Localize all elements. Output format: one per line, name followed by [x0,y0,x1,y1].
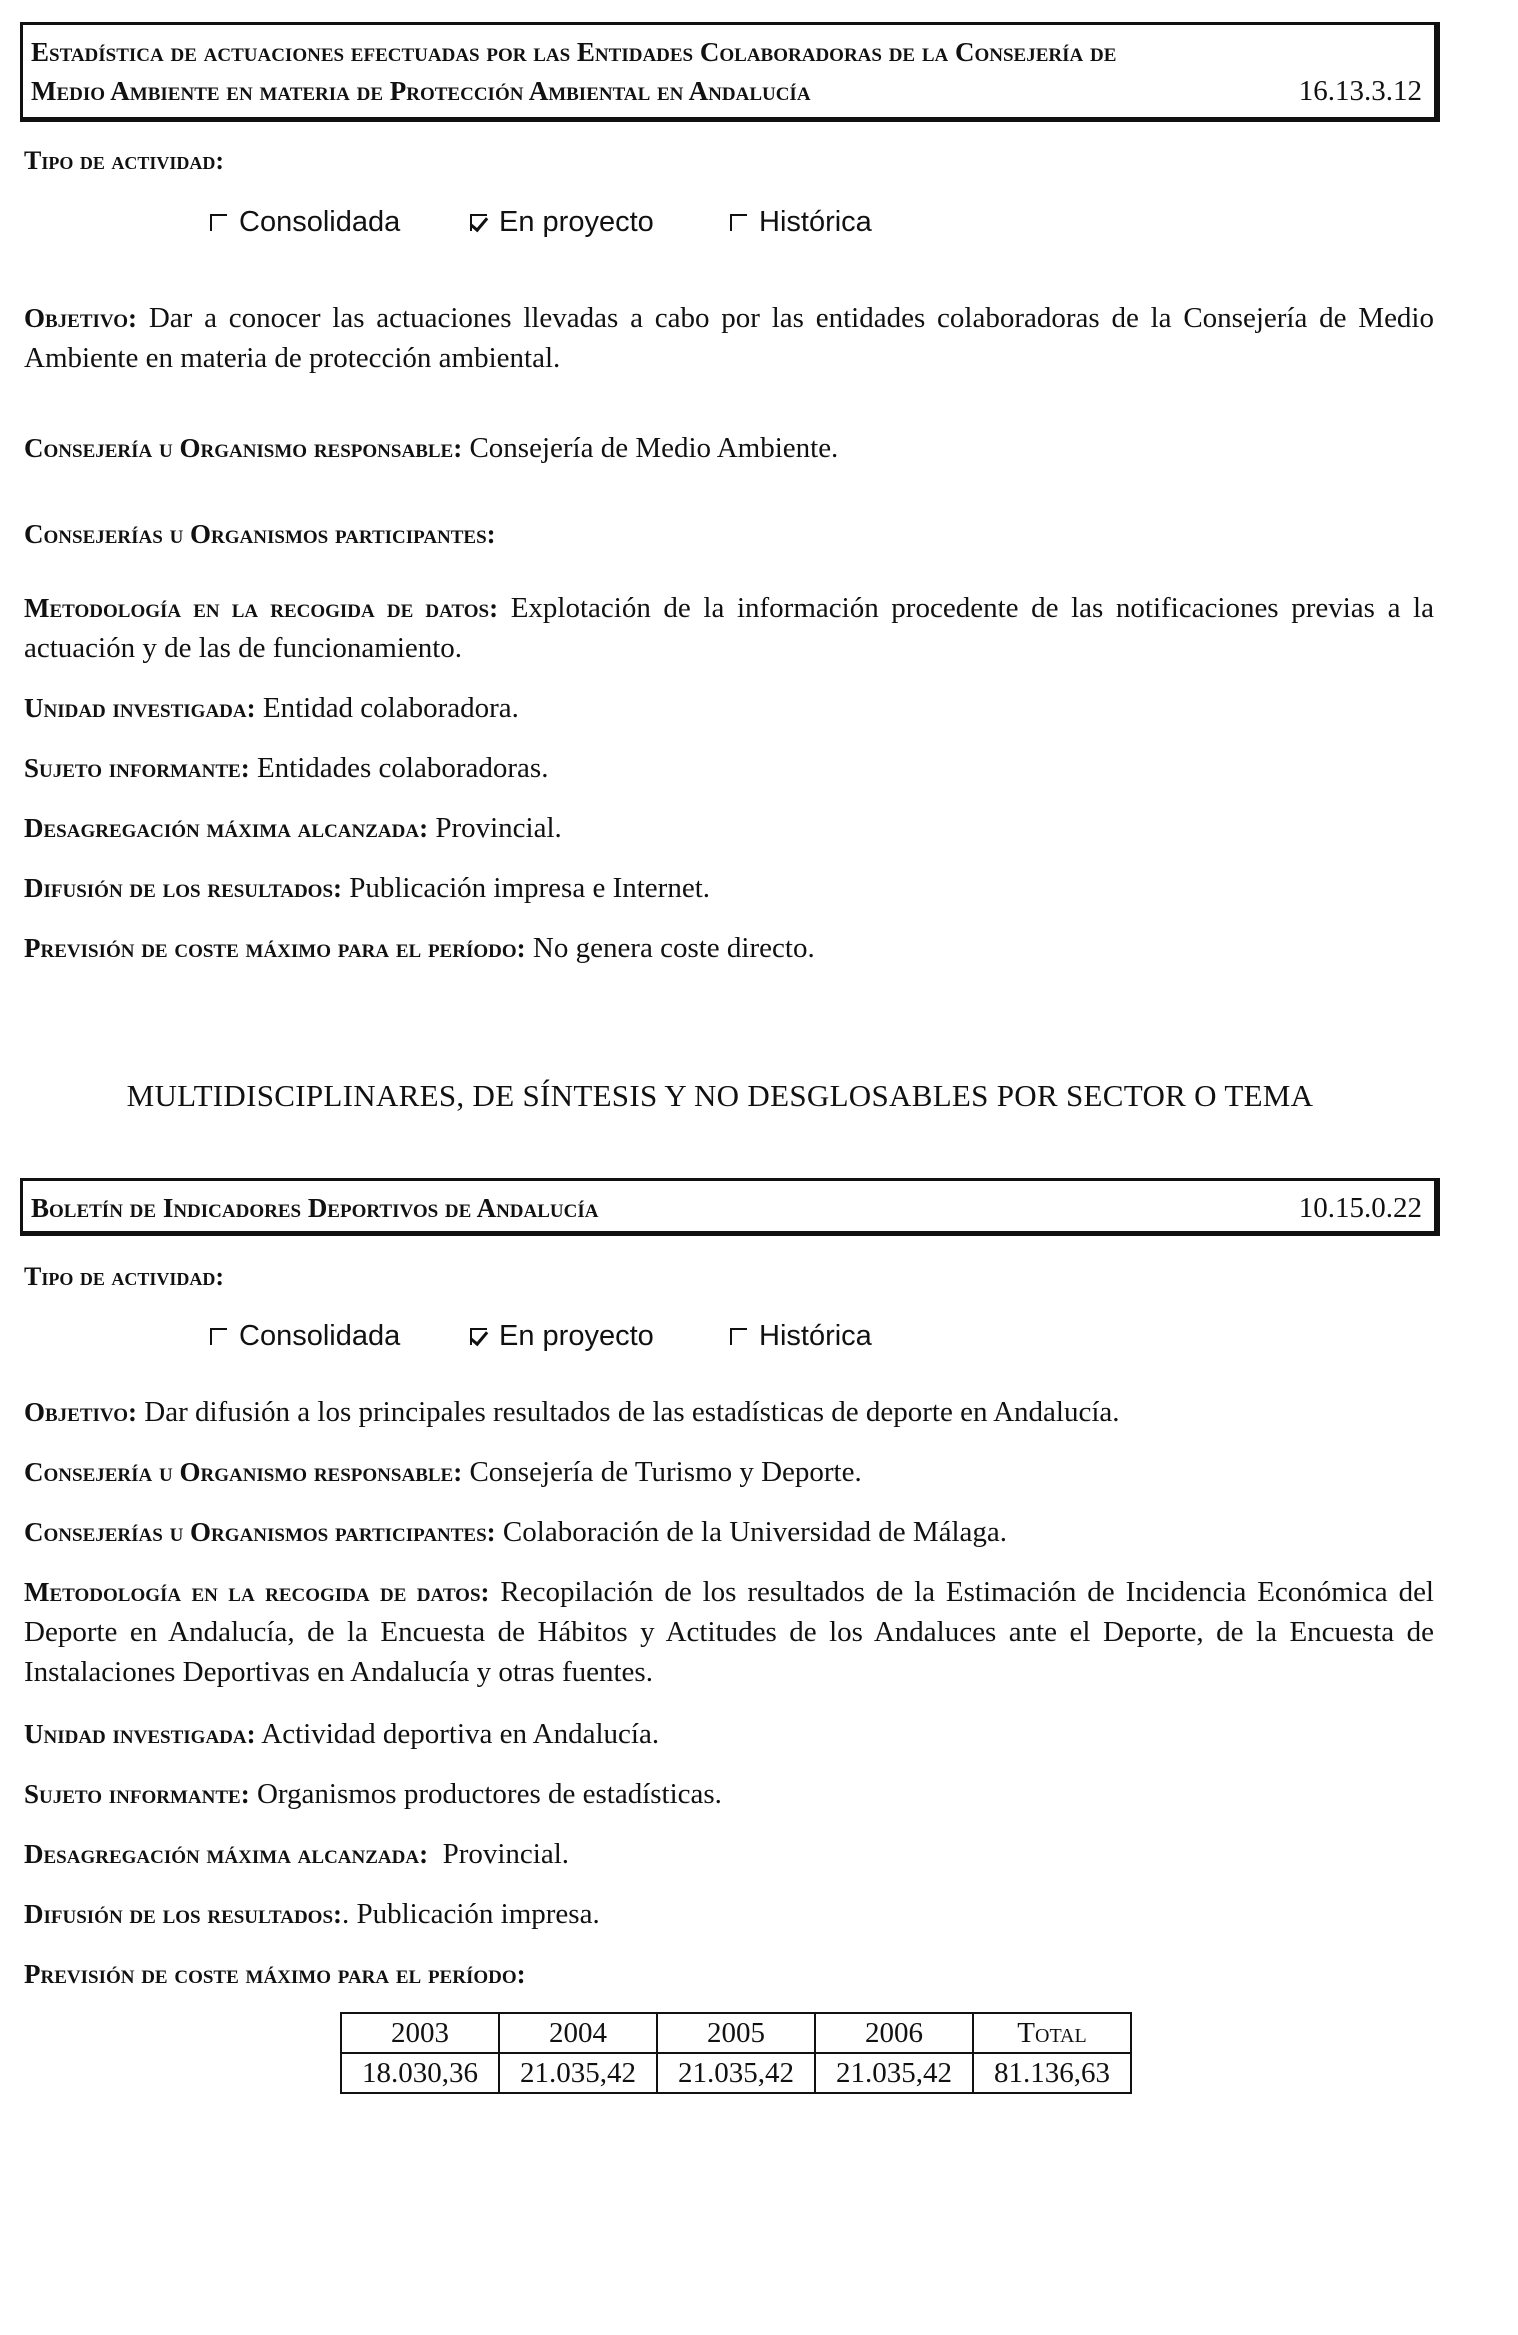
card1-objetivo: Objetivo: Dar a conocer las actuaciones llevadas a cabo por las entidades colaboradoras de la Consejería de Medio Ambiente en materia de protección ambiental. [24,302,1434,374]
card2-option-historica[interactable]: Histórica [730,1320,872,1353]
card1-responsable: Consejería u Organismo responsable: Consejería de Medio Ambiente. [24,432,839,464]
card1-option-historica[interactable]: Histórica [730,206,872,239]
cost-value-total: 81.136,63 [973,2053,1131,2093]
card1-sujeto: Sujeto informante: Entidades colaboradoras. [24,752,549,784]
cost-table-header-row [341,2013,1131,2053]
checkbox-empty-icon[interactable] [730,1328,747,1345]
card1-option-consolidada[interactable]: Consolidada [210,206,470,239]
cost-table-value-row [341,2053,1131,2093]
card1-code: 16.13.3.12 [1298,75,1422,107]
cost-header-2005: 2005 [657,2013,815,2053]
cost-header-2006: 2006 [815,2013,973,2053]
card2-code: 10.15.0.22 [1298,1192,1422,1224]
checkbox-empty-icon[interactable] [730,214,747,231]
cost-header-2004: 2004 [499,2013,657,2053]
card1-desagregacion: Desagregación máxima alcanzada: Provincial. [24,812,562,844]
section-title: MULTIDISCIPLINARES, DE SÍNTESIS Y NO DESGLOSABLES POR SECTOR O TEMA [126,1078,1314,1113]
card1-metodologia: Metodología en la recogida de datos: Explotación de la información procedente de las notificaciones previas a la actuación y de las de funcionamiento. [24,592,1434,664]
card2-activity-options [210,1320,872,1353]
card1-tipo-heading: Tipo de actividad: [24,146,225,175]
card1-unidad: Unidad investigada: Entidad colaboradora. [24,692,519,724]
cost-value-2006: 21.035,42 [815,2053,973,2093]
card1-activity-options [210,206,872,239]
cost-header-total: Total [973,2013,1131,2053]
card2-option-en-proyecto[interactable]: En proyecto [470,1320,730,1353]
card2-difusion: Difusión de los resultados:. Publicación impresa. [24,1898,600,1930]
card1-title-line2: Medio Ambiente en materia de Protección Ambiental en Andalucía [31,76,811,106]
checkbox-empty-icon[interactable] [210,1328,227,1345]
checkbox-checked-icon[interactable] [470,214,487,231]
card2-option-consolidada[interactable]: Consolidada [210,1320,470,1353]
card2-prevision: Previsión de coste máximo para el período: [24,1959,526,1989]
card1-prevision: Previsión de coste máximo para el período: No genera coste directo. [24,932,815,964]
card2-participantes: Consejerías u Organismos participantes: Colaboración de la Universidad de Málaga. [24,1516,1008,1548]
card2-metodologia: Metodología en la recogida de datos: Recopilación de los resultados de la Estimación de Incidencia Económica del Deporte en Andalucía, de la Encuesta de Hábitos y Actitudes de los Andaluces ante el Deporte, de la Encuesta de Instalaciones Deportivas en Andalucía y otras fuentes. [24,1576,1434,1688]
card2-title-line1: Boletín de Indicadores Deportivos de Andalucía [31,1193,599,1223]
card1-participantes: Consejerías u Organismos participantes: [24,519,496,549]
card2-tipo-heading: Tipo de actividad: [24,1262,225,1291]
cost-table [340,2012,1132,2094]
card2-title-box [20,1178,1440,1236]
card2-unidad: Unidad investigada: Actividad deportiva en Andalucía. [24,1718,660,1750]
card1-title-line1: Estadística de actuaciones efectuadas por las Entidades Colaboradoras de la Consejería de [31,37,1117,67]
checkbox-empty-icon[interactable] [210,214,227,231]
card1-option-en-proyecto[interactable]: En proyecto [470,206,730,239]
checkbox-checked-icon[interactable] [470,1328,487,1345]
card2-objetivo: Objetivo: Dar difusión a los principales resultados de las estadísticas de deporte en Andalucía. [24,1396,1120,1428]
cost-value-2004: 21.035,42 [499,2053,657,2093]
card2-responsable: Consejería u Organismo responsable: Consejería de Turismo y Deporte. [24,1456,862,1488]
cost-value-2003: 18.030,36 [341,2053,499,2093]
cost-header-2003: 2003 [341,2013,499,2053]
card1-title-box [20,22,1440,122]
cost-value-2005: 21.035,42 [657,2053,815,2093]
card1-difusion: Difusión de los resultados: Publicación impresa e Internet. [24,872,711,904]
card2-desagregacion: Desagregación máxima alcanzada: Provincial. [24,1838,570,1870]
card2-sujeto: Sujeto informante: Organismos productores de estadísticas. [24,1778,722,1810]
